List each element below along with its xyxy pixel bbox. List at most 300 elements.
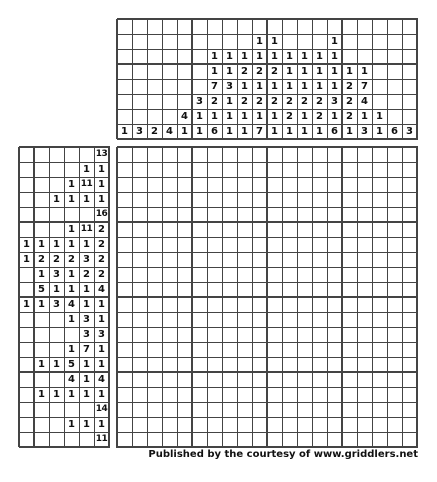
grid-cell[interactable] bbox=[117, 417, 132, 432]
grid-cell[interactable] bbox=[177, 267, 192, 282]
grid-cell[interactable] bbox=[207, 267, 222, 282]
grid-cell[interactable] bbox=[177, 162, 192, 177]
grid-cell[interactable] bbox=[132, 297, 147, 312]
grid-cell[interactable] bbox=[312, 432, 327, 447]
grid-cell[interactable] bbox=[297, 342, 312, 357]
grid-cell[interactable] bbox=[207, 372, 222, 387]
grid-cell[interactable] bbox=[147, 222, 162, 237]
grid-cell[interactable] bbox=[162, 162, 177, 177]
grid-cell[interactable] bbox=[372, 357, 387, 372]
grid-cell[interactable] bbox=[222, 357, 237, 372]
grid-cell[interactable] bbox=[207, 357, 222, 372]
grid-cell[interactable] bbox=[117, 357, 132, 372]
grid-cell[interactable] bbox=[207, 342, 222, 357]
grid-cell[interactable] bbox=[282, 252, 297, 267]
grid-cell[interactable] bbox=[162, 177, 177, 192]
grid-cell[interactable] bbox=[357, 327, 372, 342]
grid-cell[interactable] bbox=[402, 417, 417, 432]
grid-cell[interactable] bbox=[147, 192, 162, 207]
grid-cell[interactable] bbox=[132, 177, 147, 192]
grid-cell[interactable] bbox=[282, 417, 297, 432]
grid-cell[interactable] bbox=[357, 177, 372, 192]
grid-cell[interactable] bbox=[387, 312, 402, 327]
grid-cell[interactable] bbox=[252, 432, 267, 447]
grid-cell[interactable] bbox=[237, 417, 252, 432]
grid-cell[interactable] bbox=[387, 267, 402, 282]
grid-cell[interactable] bbox=[267, 312, 282, 327]
grid-cell[interactable] bbox=[207, 327, 222, 342]
grid-cell[interactable] bbox=[297, 357, 312, 372]
grid-cell[interactable] bbox=[282, 177, 297, 192]
grid-cell[interactable] bbox=[132, 162, 147, 177]
grid-cell[interactable] bbox=[162, 282, 177, 297]
grid-cell[interactable] bbox=[372, 312, 387, 327]
grid-cell[interactable] bbox=[162, 417, 177, 432]
grid-cell[interactable] bbox=[192, 417, 207, 432]
grid-cell[interactable] bbox=[297, 192, 312, 207]
grid-cell[interactable] bbox=[357, 252, 372, 267]
grid-cell[interactable] bbox=[387, 162, 402, 177]
grid-cell[interactable] bbox=[342, 372, 357, 387]
grid-cell[interactable] bbox=[117, 297, 132, 312]
grid-cell[interactable] bbox=[207, 402, 222, 417]
grid-cell[interactable] bbox=[387, 372, 402, 387]
grid-cell[interactable] bbox=[387, 327, 402, 342]
grid-cell[interactable] bbox=[192, 357, 207, 372]
grid-cell[interactable] bbox=[207, 237, 222, 252]
grid-cell[interactable] bbox=[282, 162, 297, 177]
grid-cell[interactable] bbox=[252, 402, 267, 417]
grid-cell[interactable] bbox=[147, 207, 162, 222]
grid-cell[interactable] bbox=[117, 237, 132, 252]
grid-cell[interactable] bbox=[177, 282, 192, 297]
grid-cell[interactable] bbox=[117, 372, 132, 387]
grid-cell[interactable] bbox=[252, 207, 267, 222]
grid-cell[interactable] bbox=[402, 297, 417, 312]
grid-cell[interactable] bbox=[222, 267, 237, 282]
grid-cell[interactable] bbox=[312, 162, 327, 177]
grid-cell[interactable] bbox=[222, 402, 237, 417]
grid-cell[interactable] bbox=[282, 237, 297, 252]
grid-cell[interactable] bbox=[402, 267, 417, 282]
grid-cell[interactable] bbox=[132, 222, 147, 237]
grid-cell[interactable] bbox=[237, 372, 252, 387]
grid-cell[interactable] bbox=[342, 297, 357, 312]
grid-cell[interactable] bbox=[312, 297, 327, 312]
grid-cell[interactable] bbox=[147, 417, 162, 432]
grid-cell[interactable] bbox=[267, 357, 282, 372]
grid-cell[interactable] bbox=[387, 222, 402, 237]
grid-cell[interactable] bbox=[342, 222, 357, 237]
grid-cell[interactable] bbox=[207, 282, 222, 297]
grid-cell[interactable] bbox=[357, 402, 372, 417]
grid-cell[interactable] bbox=[372, 327, 387, 342]
grid-cell[interactable] bbox=[387, 432, 402, 447]
grid-cell[interactable] bbox=[387, 252, 402, 267]
grid-cell[interactable] bbox=[252, 237, 267, 252]
grid-cell[interactable] bbox=[357, 282, 372, 297]
grid-cell[interactable] bbox=[312, 192, 327, 207]
grid-cell[interactable] bbox=[117, 327, 132, 342]
grid-cell[interactable] bbox=[117, 192, 132, 207]
grid-cell[interactable] bbox=[282, 297, 297, 312]
grid-cell[interactable] bbox=[177, 207, 192, 222]
grid-cell[interactable] bbox=[192, 192, 207, 207]
grid-cell[interactable] bbox=[177, 432, 192, 447]
grid-cell[interactable] bbox=[252, 372, 267, 387]
grid-cell[interactable] bbox=[357, 207, 372, 222]
grid-cell[interactable] bbox=[177, 222, 192, 237]
grid-cell[interactable] bbox=[282, 342, 297, 357]
grid-cell[interactable] bbox=[267, 192, 282, 207]
grid-cell[interactable] bbox=[147, 387, 162, 402]
grid-cell[interactable] bbox=[387, 297, 402, 312]
grid-cell[interactable] bbox=[162, 267, 177, 282]
grid-cell[interactable] bbox=[387, 192, 402, 207]
grid-cell[interactable] bbox=[162, 387, 177, 402]
grid-cell[interactable] bbox=[267, 177, 282, 192]
grid-cell[interactable] bbox=[327, 282, 342, 297]
grid-cell[interactable] bbox=[237, 162, 252, 177]
grid-cell[interactable] bbox=[222, 312, 237, 327]
grid-cell[interactable] bbox=[327, 402, 342, 417]
grid-cell[interactable] bbox=[252, 312, 267, 327]
grid-cell[interactable] bbox=[162, 207, 177, 222]
grid-cell[interactable] bbox=[312, 387, 327, 402]
grid-cell[interactable] bbox=[192, 282, 207, 297]
grid-cell[interactable] bbox=[267, 282, 282, 297]
grid-cell[interactable] bbox=[402, 147, 417, 162]
grid-cell[interactable] bbox=[297, 267, 312, 282]
grid-cell[interactable] bbox=[177, 192, 192, 207]
grid-cell[interactable] bbox=[372, 417, 387, 432]
grid-cell[interactable] bbox=[327, 252, 342, 267]
grid-cell[interactable] bbox=[312, 207, 327, 222]
grid-cell[interactable] bbox=[297, 207, 312, 222]
grid-cell[interactable] bbox=[342, 267, 357, 282]
grid-cell[interactable] bbox=[147, 297, 162, 312]
grid-cell[interactable] bbox=[402, 237, 417, 252]
grid-cell[interactable] bbox=[387, 147, 402, 162]
grid-cell[interactable] bbox=[207, 162, 222, 177]
grid-cell[interactable] bbox=[402, 342, 417, 357]
grid-cell[interactable] bbox=[282, 402, 297, 417]
grid-cell[interactable] bbox=[327, 417, 342, 432]
grid-cell[interactable] bbox=[372, 162, 387, 177]
grid-cell[interactable] bbox=[327, 372, 342, 387]
grid-cell[interactable] bbox=[162, 147, 177, 162]
grid-cell[interactable] bbox=[117, 267, 132, 282]
grid-cell[interactable] bbox=[117, 162, 132, 177]
grid-cell[interactable] bbox=[132, 267, 147, 282]
grid-cell[interactable] bbox=[252, 177, 267, 192]
grid-cell[interactable] bbox=[357, 162, 372, 177]
grid-cell[interactable] bbox=[177, 357, 192, 372]
grid-cell[interactable] bbox=[207, 297, 222, 312]
grid-cell[interactable] bbox=[282, 312, 297, 327]
grid-cell[interactable] bbox=[132, 357, 147, 372]
grid-cell[interactable] bbox=[387, 282, 402, 297]
grid-cell[interactable] bbox=[117, 387, 132, 402]
grid-cell[interactable] bbox=[372, 297, 387, 312]
grid-cell[interactable] bbox=[162, 372, 177, 387]
grid-cell[interactable] bbox=[342, 357, 357, 372]
grid-cell[interactable] bbox=[372, 282, 387, 297]
grid-cell[interactable] bbox=[327, 432, 342, 447]
grid-cell[interactable] bbox=[342, 147, 357, 162]
grid-cell[interactable] bbox=[267, 432, 282, 447]
grid-cell[interactable] bbox=[162, 432, 177, 447]
grid-cell[interactable] bbox=[342, 327, 357, 342]
grid-cell[interactable] bbox=[207, 312, 222, 327]
grid-cell[interactable] bbox=[147, 237, 162, 252]
grid-cell[interactable] bbox=[297, 297, 312, 312]
grid-cell[interactable] bbox=[177, 177, 192, 192]
grid-cell[interactable] bbox=[222, 342, 237, 357]
grid-cell[interactable] bbox=[177, 297, 192, 312]
grid-cell[interactable] bbox=[327, 192, 342, 207]
grid-cell[interactable] bbox=[297, 177, 312, 192]
grid-cell[interactable] bbox=[117, 312, 132, 327]
grid-cell[interactable] bbox=[222, 417, 237, 432]
grid-cell[interactable] bbox=[402, 192, 417, 207]
grid-cell[interactable] bbox=[327, 162, 342, 177]
grid-cell[interactable] bbox=[192, 297, 207, 312]
grid-cell[interactable] bbox=[387, 342, 402, 357]
grid-cell[interactable] bbox=[357, 312, 372, 327]
grid-cell[interactable] bbox=[132, 252, 147, 267]
grid-cell[interactable] bbox=[327, 387, 342, 402]
grid-cell[interactable] bbox=[132, 387, 147, 402]
grid-cell[interactable] bbox=[357, 357, 372, 372]
grid-cell[interactable] bbox=[237, 222, 252, 237]
grid-cell[interactable] bbox=[387, 237, 402, 252]
grid-cell[interactable] bbox=[117, 432, 132, 447]
grid-cell[interactable] bbox=[327, 207, 342, 222]
grid-cell[interactable] bbox=[297, 417, 312, 432]
grid-cell[interactable] bbox=[147, 252, 162, 267]
grid-cell[interactable] bbox=[132, 147, 147, 162]
grid-cell[interactable] bbox=[357, 432, 372, 447]
grid-cell[interactable] bbox=[402, 162, 417, 177]
grid-cell[interactable] bbox=[177, 252, 192, 267]
grid-cell[interactable] bbox=[312, 372, 327, 387]
grid-cell[interactable] bbox=[342, 282, 357, 297]
grid-cell[interactable] bbox=[297, 432, 312, 447]
grid-cell[interactable] bbox=[222, 372, 237, 387]
grid-cell[interactable] bbox=[207, 222, 222, 237]
grid-cell[interactable] bbox=[237, 192, 252, 207]
grid-cell[interactable] bbox=[162, 192, 177, 207]
grid-cell[interactable] bbox=[327, 297, 342, 312]
grid-cell[interactable] bbox=[192, 237, 207, 252]
grid-cell[interactable] bbox=[357, 387, 372, 402]
grid-cell[interactable] bbox=[252, 357, 267, 372]
grid-cell[interactable] bbox=[147, 372, 162, 387]
grid-cell[interactable] bbox=[177, 147, 192, 162]
grid-cell[interactable] bbox=[267, 162, 282, 177]
grid-cell[interactable] bbox=[282, 147, 297, 162]
grid-cell[interactable] bbox=[207, 207, 222, 222]
grid-cell[interactable] bbox=[237, 327, 252, 342]
grid-cell[interactable] bbox=[162, 312, 177, 327]
grid-cell[interactable] bbox=[297, 147, 312, 162]
grid-cell[interactable] bbox=[177, 417, 192, 432]
grid-cell[interactable] bbox=[357, 192, 372, 207]
grid-cell[interactable] bbox=[252, 267, 267, 282]
grid-cell[interactable] bbox=[402, 387, 417, 402]
grid-cell[interactable] bbox=[132, 432, 147, 447]
grid-cell[interactable] bbox=[192, 267, 207, 282]
grid-cell[interactable] bbox=[387, 207, 402, 222]
grid-cell[interactable] bbox=[192, 222, 207, 237]
grid-cell[interactable] bbox=[252, 297, 267, 312]
grid-cell[interactable] bbox=[387, 402, 402, 417]
grid-cell[interactable] bbox=[237, 252, 252, 267]
grid-cell[interactable] bbox=[252, 162, 267, 177]
grid-cell[interactable] bbox=[162, 402, 177, 417]
grid-cell[interactable] bbox=[237, 387, 252, 402]
grid-cell[interactable] bbox=[147, 312, 162, 327]
grid-cell[interactable] bbox=[357, 222, 372, 237]
grid-cell[interactable] bbox=[192, 177, 207, 192]
grid-cell[interactable] bbox=[387, 177, 402, 192]
grid-cell[interactable] bbox=[327, 327, 342, 342]
grid-cell[interactable] bbox=[267, 387, 282, 402]
grid-cell[interactable] bbox=[132, 237, 147, 252]
grid-cell[interactable] bbox=[147, 162, 162, 177]
grid-cell[interactable] bbox=[237, 432, 252, 447]
grid-cell[interactable] bbox=[117, 282, 132, 297]
grid-cell[interactable] bbox=[222, 177, 237, 192]
grid-cell[interactable] bbox=[282, 357, 297, 372]
grid-cell[interactable] bbox=[207, 177, 222, 192]
grid-cell[interactable] bbox=[342, 252, 357, 267]
grid-cell[interactable] bbox=[132, 207, 147, 222]
grid-cell[interactable] bbox=[192, 387, 207, 402]
grid-cell[interactable] bbox=[177, 312, 192, 327]
grid-cell[interactable] bbox=[297, 372, 312, 387]
grid-cell[interactable] bbox=[357, 417, 372, 432]
grid-cell[interactable] bbox=[147, 432, 162, 447]
grid-cell[interactable] bbox=[147, 147, 162, 162]
grid-cell[interactable] bbox=[267, 297, 282, 312]
grid-cell[interactable] bbox=[207, 417, 222, 432]
grid-cell[interactable] bbox=[192, 207, 207, 222]
grid-cell[interactable] bbox=[237, 147, 252, 162]
grid-cell[interactable] bbox=[327, 312, 342, 327]
grid-cell[interactable] bbox=[312, 357, 327, 372]
grid-cell[interactable] bbox=[402, 177, 417, 192]
grid-cell[interactable] bbox=[132, 342, 147, 357]
grid-cell[interactable] bbox=[372, 222, 387, 237]
grid-cell[interactable] bbox=[267, 417, 282, 432]
grid-cell[interactable] bbox=[237, 357, 252, 372]
grid-cell[interactable] bbox=[222, 327, 237, 342]
grid-cell[interactable] bbox=[132, 327, 147, 342]
grid-cell[interactable] bbox=[237, 282, 252, 297]
grid-cell[interactable] bbox=[312, 342, 327, 357]
grid-cell[interactable] bbox=[297, 282, 312, 297]
grid-cell[interactable] bbox=[207, 252, 222, 267]
grid-cell[interactable] bbox=[147, 267, 162, 282]
grid-cell[interactable] bbox=[162, 327, 177, 342]
grid-cell[interactable] bbox=[312, 417, 327, 432]
grid-cell[interactable] bbox=[282, 432, 297, 447]
grid-cell[interactable] bbox=[267, 222, 282, 237]
grid-cell[interactable] bbox=[192, 342, 207, 357]
grid-cell[interactable] bbox=[372, 177, 387, 192]
grid-cell[interactable] bbox=[297, 237, 312, 252]
grid-cell[interactable] bbox=[402, 312, 417, 327]
grid-cell[interactable] bbox=[297, 162, 312, 177]
grid-cell[interactable] bbox=[162, 297, 177, 312]
grid-cell[interactable] bbox=[372, 372, 387, 387]
grid-cell[interactable] bbox=[177, 372, 192, 387]
grid-cell[interactable] bbox=[162, 342, 177, 357]
grid-cell[interactable] bbox=[402, 402, 417, 417]
grid-cell[interactable] bbox=[117, 207, 132, 222]
grid-cell[interactable] bbox=[192, 432, 207, 447]
grid-cell[interactable] bbox=[312, 252, 327, 267]
grid-cell[interactable] bbox=[342, 387, 357, 402]
grid-cell[interactable] bbox=[357, 147, 372, 162]
grid-cell[interactable] bbox=[222, 252, 237, 267]
grid-cell[interactable] bbox=[342, 207, 357, 222]
grid-cell[interactable] bbox=[267, 237, 282, 252]
grid-cell[interactable] bbox=[372, 147, 387, 162]
grid-cell[interactable] bbox=[222, 207, 237, 222]
grid-cell[interactable] bbox=[117, 252, 132, 267]
grid-cell[interactable] bbox=[117, 342, 132, 357]
grid-cell[interactable] bbox=[267, 252, 282, 267]
grid-cell[interactable] bbox=[282, 267, 297, 282]
grid-cell[interactable] bbox=[267, 207, 282, 222]
grid-cell[interactable] bbox=[297, 402, 312, 417]
grid-cell[interactable] bbox=[402, 252, 417, 267]
grid-cell[interactable] bbox=[267, 372, 282, 387]
grid-cell[interactable] bbox=[177, 237, 192, 252]
grid-cell[interactable] bbox=[237, 312, 252, 327]
grid-cell[interactable] bbox=[207, 387, 222, 402]
grid-cell[interactable] bbox=[222, 432, 237, 447]
grid-cell[interactable] bbox=[252, 252, 267, 267]
grid-cell[interactable] bbox=[312, 402, 327, 417]
grid-cell[interactable] bbox=[222, 387, 237, 402]
grid-cell[interactable] bbox=[237, 402, 252, 417]
grid-cell[interactable] bbox=[117, 177, 132, 192]
grid-cell[interactable] bbox=[147, 402, 162, 417]
grid-cell[interactable] bbox=[327, 177, 342, 192]
grid-cell[interactable] bbox=[192, 372, 207, 387]
grid-cell[interactable] bbox=[297, 222, 312, 237]
grid-cell[interactable] bbox=[147, 177, 162, 192]
grid-cell[interactable] bbox=[192, 327, 207, 342]
grid-cell[interactable] bbox=[282, 192, 297, 207]
grid-cell[interactable] bbox=[282, 282, 297, 297]
grid-cell[interactable] bbox=[312, 312, 327, 327]
grid-cell[interactable] bbox=[372, 387, 387, 402]
grid-cell[interactable] bbox=[387, 357, 402, 372]
grid-cell[interactable] bbox=[132, 312, 147, 327]
grid-cell[interactable] bbox=[402, 222, 417, 237]
grid-cell[interactable] bbox=[177, 402, 192, 417]
grid-cell[interactable] bbox=[327, 357, 342, 372]
grid-cell[interactable] bbox=[162, 252, 177, 267]
grid-cell[interactable] bbox=[237, 267, 252, 282]
grid-cell[interactable] bbox=[222, 297, 237, 312]
grid-cell[interactable] bbox=[372, 432, 387, 447]
